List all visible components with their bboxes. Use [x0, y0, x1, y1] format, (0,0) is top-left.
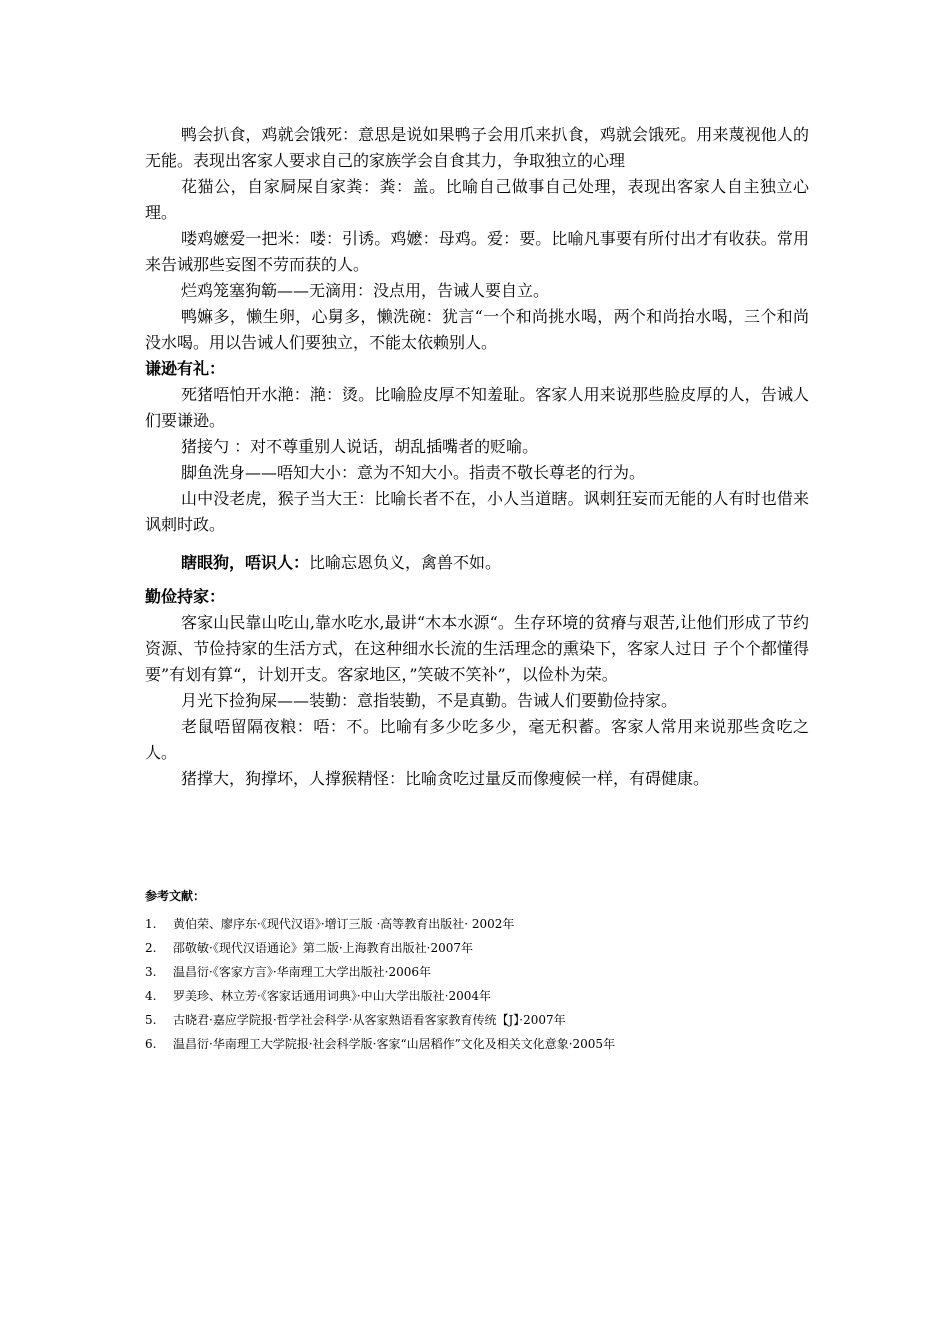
reference-item: [145, 984, 809, 1008]
paragraph: 月光下捡狗屎——装勤：意指装勤，不是真勤。告诫人们要勤俭持家。: [181, 691, 678, 710]
reference-number: 4.: [145, 989, 157, 1003]
paragraph: 烂鸡笼塞狗簕——无滴用：没点用，告诫人要自立。: [181, 281, 550, 300]
reference-text: 古晓君·嘉应学院报·哲学社会科学·从客家熟语看客家教育传统【J】·2007年: [173, 1013, 566, 1027]
references: [145, 884, 809, 1056]
reference-item: [145, 1032, 809, 1056]
reference-text: 邵敬敏·《现代汉语通论》第二版·上海教育出版社·2007年: [173, 941, 473, 955]
reference-item: [145, 1008, 809, 1032]
reference-text: 温昌衍·华南理工大学院报·社会科学版·客家“山居稻作”文化及相关文化意象·2005年: [173, 1037, 616, 1051]
document-body: [145, 122, 809, 792]
paragraph: 喽鸡嬷爱一把米：喽：引诱。鸡嬷：母鸡。爱：要。比喻凡事要有所付出才有收获。常用来告诫那些妄图不劳而获的人。: [145, 229, 809, 274]
paragraph: 鸭嫲多，懒生卵，心舅多，懒洗碗：犹言“一个和尚挑水喝，两个和尚抬水喝，三个和尚没水喝。用以告诫人们要独立，不能太依赖别人。: [145, 307, 809, 352]
reference-number: 6.: [145, 1037, 157, 1051]
references-list: [145, 912, 809, 1056]
paragraph: [145, 550, 809, 576]
reference-number: 2.: [145, 941, 157, 955]
section-heading: 勤俭持家：: [145, 587, 226, 606]
paragraph: 客家山民靠山吃山,靠水吃水,最讲“木本水源“。生存环境的贫瘠与艰苦,让他们形成了节约资源、节俭持家的生活方式，在这种细水长流的生活理念的熏染下，客家人过日 子个个都懂得要”有划有算“，计划开支。客家地区，”笑破不笑补”，以俭朴为荣。: [145, 613, 809, 684]
reference-text: 罗美珍、林立芳·《客家话通用词典》·中山大学出版社·2004年: [173, 989, 491, 1003]
references-title: 参考文献：: [145, 889, 206, 903]
section-heading: 谦逊有礼：: [145, 359, 226, 378]
paragraph: 死猪唔怕开水滟：滟：烫。比喻脸皮厚不知羞耻。客家人用来说那些脸皮厚的人，告诫人们要谦逊。: [145, 385, 809, 430]
paragraph: 猪接勺 ：对不尊重别人说话，胡乱插嘴者的贬喻。: [181, 437, 539, 456]
reference-text: 温昌衍·《客家方言》·华南理工大学出版社·2006年: [173, 965, 431, 979]
paragraph: 山中没老虎，猴子当大王：比喻长者不在，小人当道瞎。讽刺狂妄而无能的人有时也借来讽刺时政。: [145, 489, 809, 534]
paragraph: 脚鱼洗身——唔知大小：意为不知大小。指责不敬长尊老的行为。: [181, 463, 646, 482]
paragraph: 猪撑大，狗撑坏，人撑猴精怪：比喻贪吃过量反而像瘦候一样，有碍健康。: [181, 769, 710, 788]
reference-text: 黄伯荣、廖序东·《现代汉语》·增订三版 ·高等教育出版社· 2002年: [173, 917, 515, 931]
idiom-text: 比喻忘恩负义，禽兽不如。: [309, 553, 502, 572]
idiom-lead: 瞎眼狗，唔识人：: [181, 553, 310, 572]
reference-item: [145, 960, 809, 984]
paragraph: 老鼠唔留隔夜粮：唔：不。比喻有多少吃多少，毫无积蓄。客家人常用来说那些贪吃之人。: [145, 717, 809, 762]
reference-number: 5.: [145, 1013, 157, 1027]
reference-number: 3.: [145, 965, 157, 979]
reference-item: [145, 936, 809, 960]
reference-item: [145, 912, 809, 936]
reference-number: 1.: [145, 917, 157, 931]
paragraph: 花猫公，自家屙屎自家粪：粪：盖。比喻自己做事自己处理，表现出客家人自主独立心理。: [145, 177, 809, 222]
paragraph: 鸭会扒食，鸡就会饿死：意思是说如果鸭子会用爪来扒食，鸡就会饿死。用来蔑视他人的无能。表现出客家人要求自己的家族学会自食其力，争取独立的心理: [145, 125, 809, 170]
